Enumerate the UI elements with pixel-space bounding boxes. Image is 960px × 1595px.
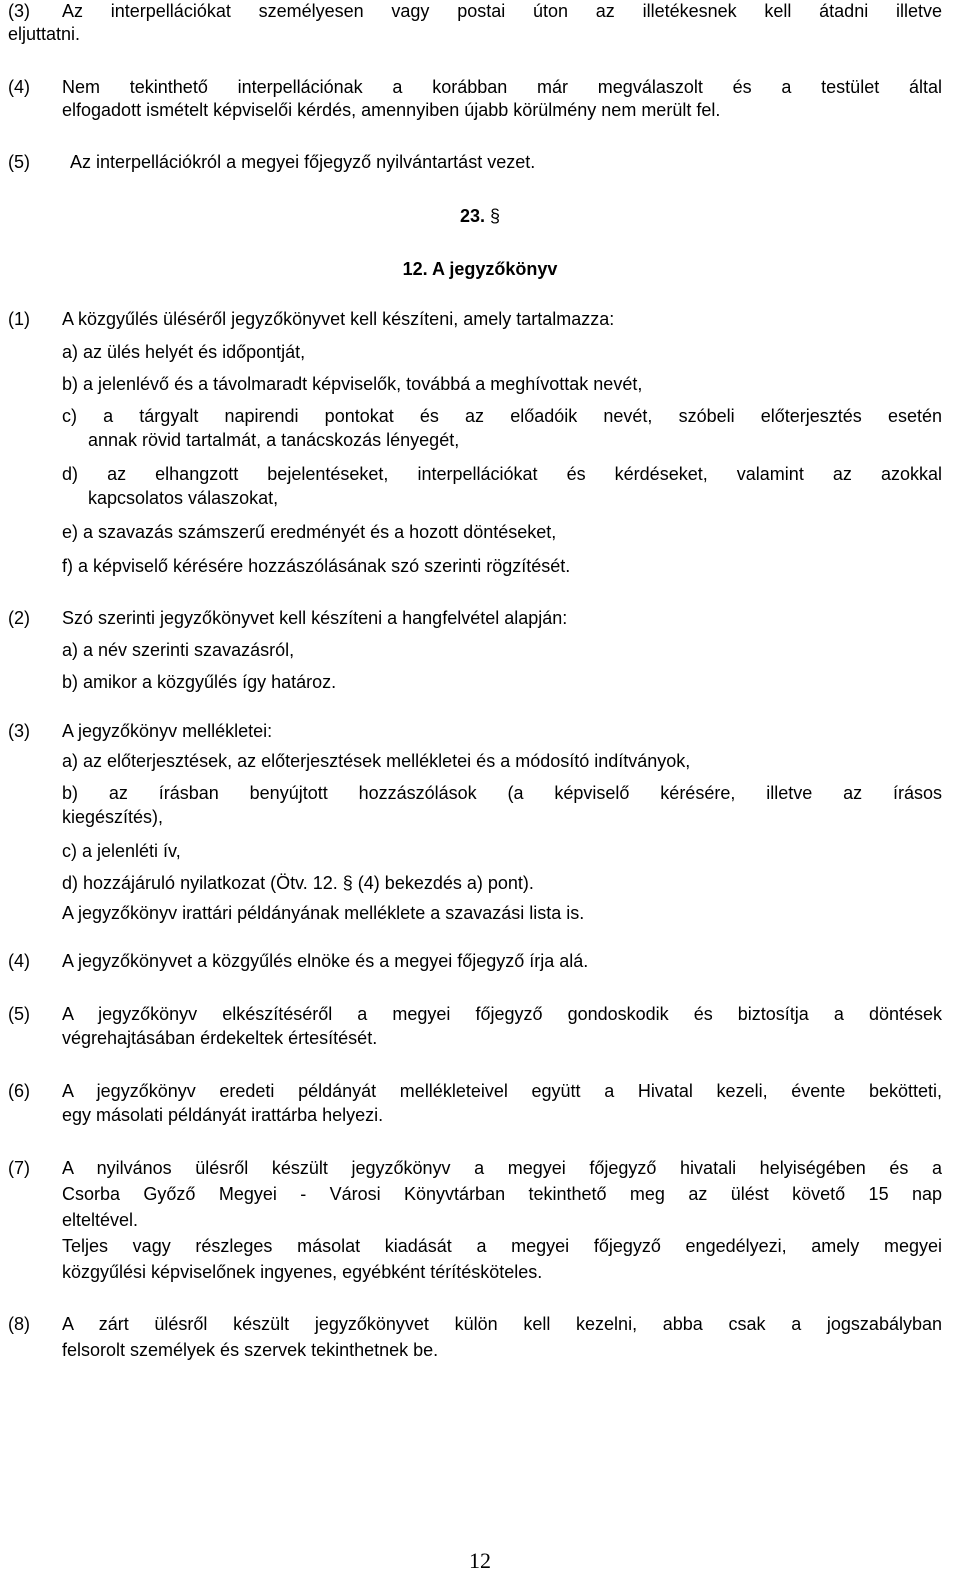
paragraph-number: (1) <box>8 309 30 329</box>
paragraph-number: (5) <box>8 152 30 172</box>
paragraph-line: Az interpellációkról a megyei főjegyző nyilvántartást vezet. <box>70 152 536 172</box>
subsection-title: A jegyzőkönyv <box>432 259 558 279</box>
section-number: 23. <box>459 206 485 226</box>
paragraph-line: A nyilvános ülésről készült jegyzőkönyv a megyei főjegyző hivatali helyiségében és a <box>62 1158 942 1178</box>
paragraph-line: A jegyzőkönyvet a közgyűlés elnöke és a megyei főjegyző írja alá. <box>62 951 589 971</box>
paragraph-line: Szó szerinti jegyzőkönyvet kell készíteni a hangfelvétel alapján: <box>62 608 568 628</box>
paragraph-line: közgyűlési képviselőnek ingyenes, egyébként térítésköteles. <box>62 1262 543 1282</box>
list-item: a) az ülés helyét és időpontját, <box>62 342 306 362</box>
paragraph-line: végrehajtásában érdekeltek értesítését. <box>62 1028 378 1048</box>
list-item: d) az elhangzott bejelentéseket, interpellációkat és kérdéseket, valamint az azokkal <box>62 464 942 484</box>
paragraph-line: A jegyzőkönyv mellékletei: <box>62 721 273 741</box>
paragraph-number: (7) <box>8 1158 30 1178</box>
list-item: c) a tárgyalt napirendi pontokat és az előadóik nevét, szóbeli előterjesztés esetén <box>62 406 942 426</box>
paragraph-line: elteltével. <box>62 1210 139 1230</box>
paragraph-line: Teljes vagy részleges másolat kiadását a megyei főjegyző engedélyezi, amely megyei <box>62 1236 942 1256</box>
paragraph-line: eljuttatni. <box>8 24 81 44</box>
list-item: a) az előterjesztések, az előterjesztések mellékletei és a módosító indítványok, <box>62 751 691 771</box>
list-item-continuation: kiegészítés), <box>62 807 164 827</box>
paragraph-line: A jegyzőkönyv eredeti példányát mellékleteivel együtt a Hivatal kezeli, évente beköttet​i, <box>62 1081 942 1101</box>
paragraph-number: (8) <box>8 1314 30 1334</box>
list-item: f) a képviselő kérésére hozzászólásának szó szerinti rögzítését. <box>62 556 571 576</box>
paragraph-line: A jegyzőkönyv elkészítéséről a megyei főjegyző gondoskodik és biztosítja a döntések <box>62 1004 942 1024</box>
subsection-number: 12. <box>402 259 428 279</box>
paragraph-line: A zárt ülésről készült jegyzőkönyvet külön kell kezelni, abba csak a jogszabályban <box>62 1314 942 1334</box>
list-item: b) amikor a közgyűlés így határoz. <box>62 672 337 692</box>
list-item: b) a jelenlévő és a távolmaradt képviselők, továbbá a meghívottak nevét, <box>62 374 643 394</box>
paragraph-line: felsorolt személyek és szervek tekinthetnek be. <box>62 1340 439 1360</box>
paragraph-line: elfogadott ismételt képviselői kérdés, amennyiben újabb körülmény nem merült fel. <box>62 100 721 120</box>
section-sign: § <box>490 206 501 226</box>
list-item: a) a név szerinti szavazásról, <box>62 640 295 660</box>
list-item: d) hozzájáruló nyilatkozat (Ötv. 12. § (4) bekezdés a) pont). <box>62 873 534 893</box>
paragraph-number: (4) <box>8 77 30 97</box>
section-heading <box>0 205 960 227</box>
paragraph-number: (5) <box>8 1004 30 1024</box>
list-item: c) a jelenléti ív, <box>62 841 181 861</box>
paragraph-number: (3) <box>8 1 30 21</box>
paragraph-line: A jegyzőkönyv irattári példányának melléklete a szavazási lista is. <box>62 903 585 923</box>
paragraph-number: (6) <box>8 1081 30 1101</box>
paragraph-number: (2) <box>8 608 30 628</box>
page-number: 12 <box>469 1548 491 1573</box>
list-item-continuation: kapcsolatos válaszokat, <box>88 488 279 508</box>
list-item: e) a szavazás számszerű eredményét és a hozott döntéseket, <box>62 522 557 542</box>
paragraph-line: egy másolati példányát irattárba helyezi. <box>62 1105 384 1125</box>
paragraph-line: Csorba Győző Megyei - Városi Könyvtárban tekinthető meg az ülést követő 15 nap <box>62 1184 942 1204</box>
subsection-heading <box>0 258 960 280</box>
paragraph-line: Az interpellációkat személyesen vagy postai úton az illetékesnek kell átadni illetve <box>62 1 942 21</box>
paragraph-number: (4) <box>8 951 30 971</box>
paragraph-line: Nem tekinthető interpellációnak a korábban már megválaszolt és a testület által <box>62 77 942 97</box>
list-item-continuation: annak rövid tartalmát, a tanácskozás lényegét, <box>88 430 460 450</box>
list-item: b) az írásban benyújtott hozzászólások (a képviselő kérésére, illetve az írásos <box>62 783 942 803</box>
paragraph-number: (3) <box>8 721 30 741</box>
paragraph-line: A közgyűlés üléséről jegyzőkönyvet kell készíteni, amely tartalmazza: <box>62 309 615 329</box>
